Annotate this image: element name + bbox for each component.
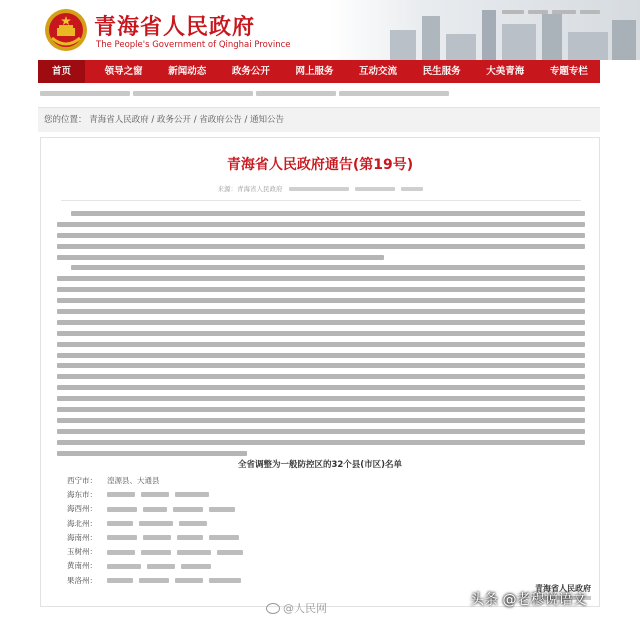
list-item <box>67 573 547 587</box>
city-skyline-banner <box>330 0 640 60</box>
illegible-text-line <box>57 451 247 456</box>
region-counties: 湟源县、大通县 <box>107 475 160 485</box>
illegible-text-line <box>57 309 585 314</box>
region-counties <box>107 561 217 570</box>
illegible-text-line <box>57 374 585 379</box>
nav-item-8[interactable]: 专题专栏 <box>549 66 588 77</box>
article-meta <box>41 184 599 193</box>
illegible-text-line <box>57 287 585 292</box>
illegible-text-line <box>57 222 585 227</box>
illegible-text-line <box>57 363 585 368</box>
top-utility-links[interactable] <box>502 10 600 14</box>
nav-item-4[interactable]: 网上服务 <box>295 66 334 77</box>
breadcrumb-path[interactable]: 青海省人民政府 / 政务公开 / 省政府公告 / 通知公告 <box>89 115 285 125</box>
breadcrumb <box>44 113 284 125</box>
region-name: 玉树州： <box>67 547 97 557</box>
region-counties <box>107 504 241 513</box>
illegible-text-line <box>57 429 585 434</box>
region-name: 果洛州： <box>67 575 97 585</box>
illegible-text-line <box>57 385 585 390</box>
list-item <box>67 473 547 487</box>
watermark <box>266 600 327 616</box>
region-name: 海东市： <box>67 489 97 499</box>
region-name: 海北州： <box>67 518 97 528</box>
illegible-text-line <box>57 244 585 249</box>
illegible-text-line <box>57 276 585 281</box>
national-emblem-icon <box>44 8 88 52</box>
watermark-text: @人民网 <box>283 602 327 615</box>
welcome-line <box>40 86 600 100</box>
illegible-text-line <box>57 353 585 358</box>
site-title[interactable]: 青海省人民政府 <box>94 14 256 40</box>
region-counties <box>107 490 215 499</box>
list-item <box>67 516 547 530</box>
credit-overlay: 头条 @老穆说语文 <box>470 592 587 608</box>
nav-item-2[interactable]: 新闻动态 <box>168 66 207 77</box>
article-container <box>40 137 600 607</box>
site-header <box>0 0 640 60</box>
nav-item-6[interactable]: 民生服务 <box>422 66 461 77</box>
region-name: 海南州： <box>67 532 97 542</box>
region-name: 西宁市： <box>67 475 97 485</box>
list-item <box>67 487 547 501</box>
region-counties <box>107 519 213 528</box>
list-item <box>67 502 547 516</box>
site-subtitle: The People's Government of Qinghai Province <box>96 40 291 50</box>
nav-item-3[interactable]: 政务公开 <box>231 66 270 77</box>
breadcrumb-label: 您的位置： <box>44 115 87 125</box>
illegible-text-line <box>71 211 585 216</box>
list-item <box>67 544 547 558</box>
list-item <box>67 530 547 544</box>
region-name: 海西州： <box>67 504 97 514</box>
region-counties <box>107 547 249 556</box>
article-signature: 青海省人民政府 <box>535 584 591 593</box>
list-title: 全省调整为一般防控区的32个县(市区)名单 <box>237 460 403 470</box>
region-name: 黄南州： <box>67 561 97 571</box>
illegible-text-line <box>57 255 384 260</box>
illegible-text-line <box>57 396 585 401</box>
region-list <box>67 473 547 587</box>
illegible-text-line <box>57 298 585 303</box>
article-body <box>57 211 585 461</box>
nav-item-0[interactable]: 首页 <box>38 60 85 83</box>
illegible-text-line <box>57 407 585 412</box>
illegible-text-line <box>57 342 585 347</box>
region-counties <box>107 576 247 585</box>
region-counties <box>107 533 245 542</box>
illegible-text-line <box>57 233 585 238</box>
nav-item-5[interactable]: 互动交流 <box>359 66 398 77</box>
article-title: 青海省人民政府通告(第19号) <box>226 157 414 173</box>
illegible-text-line <box>57 320 585 325</box>
illegible-text-line <box>57 331 585 336</box>
title-divider <box>61 200 581 201</box>
nav-item-1[interactable]: 领导之窗 <box>104 66 143 77</box>
illegible-text-line <box>71 265 585 270</box>
main-nav <box>38 60 600 83</box>
nav-item-7[interactable]: 大美青海 <box>486 66 525 77</box>
illegible-text-line <box>57 418 585 423</box>
weibo-icon <box>266 603 280 614</box>
article-source: 来源：青海省人民政府 <box>217 185 283 193</box>
illegible-text-line <box>57 440 585 445</box>
list-item <box>67 559 547 573</box>
